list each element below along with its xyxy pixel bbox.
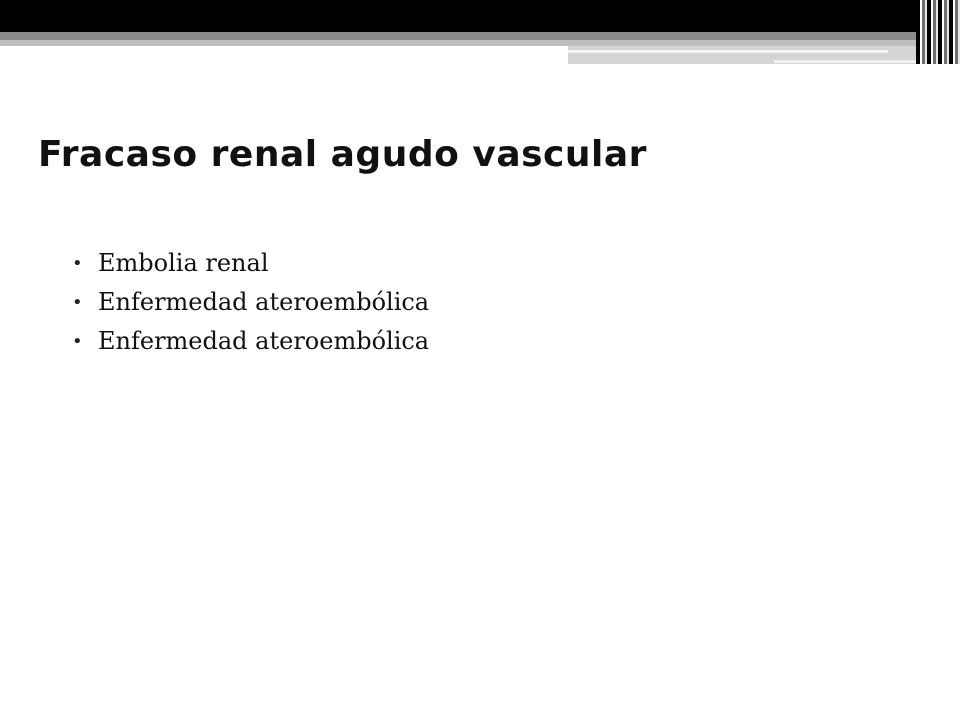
list-item	[72, 322, 429, 361]
list-item	[72, 283, 429, 322]
list-item-text: Enfermedad ateroembólica	[98, 288, 430, 316]
list-item-text: Enfermedad ateroembólica	[98, 327, 430, 355]
list-item-text: Embolia renal	[98, 249, 269, 277]
bullet-icon: •	[72, 331, 83, 352]
corner-decoration	[916, 0, 960, 64]
header-stripe-dark	[0, 32, 960, 40]
bullet-icon: •	[72, 292, 83, 313]
bullet-list	[72, 244, 429, 361]
header-band	[0, 0, 960, 32]
bullet-icon: •	[72, 253, 83, 274]
list-item	[72, 244, 429, 283]
slide-title: Fracaso renal agudo vascular	[38, 134, 647, 175]
header-highlight-line	[568, 50, 888, 53]
